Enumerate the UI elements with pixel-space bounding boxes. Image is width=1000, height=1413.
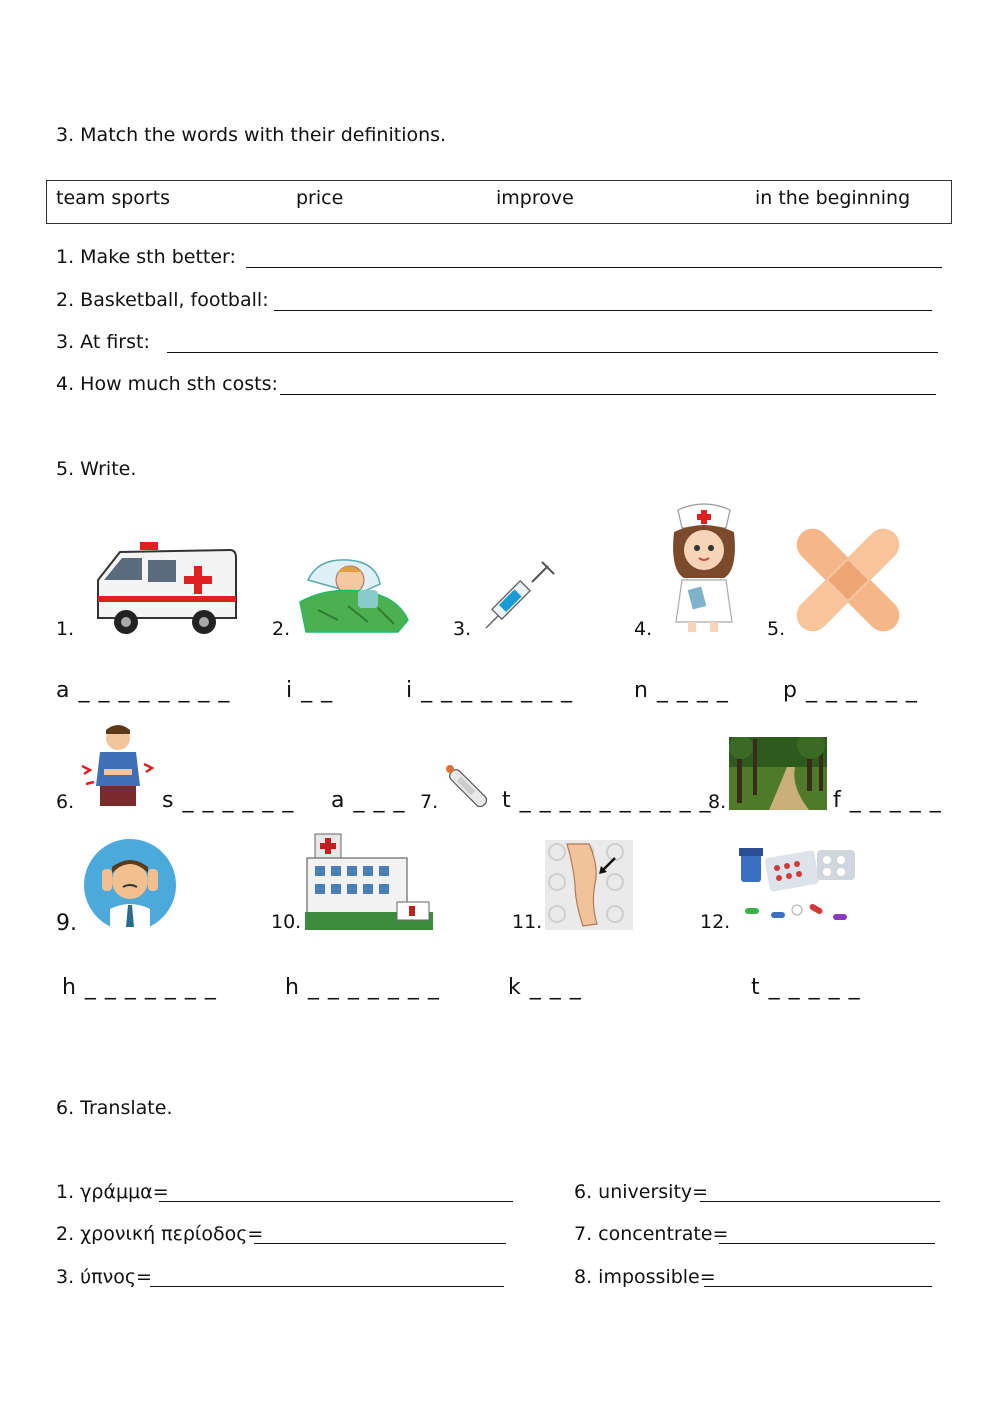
translate-item: 1. γράμμα= [56,1181,169,1203]
section-3-title: 3. Match the words with their definitions. [56,124,447,146]
translate-item: 2. χρονική περίοδος= [56,1223,264,1245]
definition-item: 1. Make sth better: [56,246,236,268]
answer-line[interactable] [704,1286,932,1287]
ambulance-icon [90,540,240,636]
word-bank-word: improve [496,187,574,209]
word-blank[interactable]: i _ _ _ _ _ _ _ _ [406,678,574,703]
hospital-icon [305,832,433,930]
answer-line[interactable] [719,1243,935,1244]
translate-item: 3. ύπνος= [56,1266,152,1288]
section-5-title: 5. Write. [56,458,137,480]
item-number: 3. [453,618,472,640]
translate-item: 7. concentrate= [574,1223,729,1245]
word-blank[interactable]: i _ _ [286,678,334,703]
item-number: 4. [634,618,653,640]
word-bank-word: price [296,187,344,209]
answer-line[interactable] [159,1201,513,1202]
answer-line[interactable] [280,394,936,395]
answer-line[interactable] [700,1201,940,1202]
word-blank[interactable]: n _ _ _ _ [634,678,729,703]
thermometer-icon [440,760,492,812]
word-bank-word: team sports [56,187,171,209]
answer-line[interactable] [274,310,932,311]
word-bank-box [46,180,952,224]
definition-item: 2. Basketball, football: [56,289,269,311]
word-bank-word: in the beginning [755,187,911,209]
item-number: 5. [767,618,786,640]
answer-line[interactable] [167,352,938,353]
syringe-icon [482,556,558,632]
item-number: 1. [56,618,75,640]
section-6-title: 6. Translate. [56,1097,173,1119]
answer-line[interactable] [150,1286,504,1287]
stomachache-icon [78,722,156,808]
item-number: 8. [708,791,727,813]
plaster-icon [790,524,906,636]
item-number: 12. [700,911,731,933]
answer-line[interactable] [254,1243,506,1244]
definition-item: 4. How much sth costs: [56,373,278,395]
forest-icon [729,737,827,810]
word-blank[interactable]: s _ _ _ _ _ _ [162,788,295,813]
word-blank[interactable]: p _ _ _ _ _ _ [783,678,918,703]
word-blank[interactable]: a _ _ _ _ _ _ _ _ [56,678,231,703]
item-number: 2. [272,618,291,640]
tablets-icon [737,846,857,928]
item-number: 9. [56,911,77,936]
word-blank[interactable]: f _ _ _ _ _ [833,788,942,813]
word-blank[interactable]: h _ _ _ _ _ _ _ [62,975,217,1000]
word-blank[interactable]: a _ _ _ [331,788,406,813]
headache-icon [84,839,176,931]
word-blank[interactable]: h _ _ _ _ _ _ _ [285,975,440,1000]
knee-icon [545,840,633,930]
translate-item: 6. university= [574,1181,709,1203]
item-number: 11. [512,911,543,933]
translate-item: 8. impossible= [574,1266,716,1288]
item-number: 10. [271,911,302,933]
nurse-icon [664,500,744,634]
word-blank[interactable]: t _ _ _ _ _ _ _ _ _ _ [502,788,712,813]
definition-item: 3. At first: [56,331,150,353]
word-blank[interactable]: k _ _ _ [508,975,582,1000]
word-blank[interactable]: t _ _ _ _ _ [751,975,861,1000]
item-number: 7. [420,791,439,813]
answer-line[interactable] [246,267,942,268]
item-number: 6. [56,791,75,813]
sick-boy-icon [298,550,410,634]
